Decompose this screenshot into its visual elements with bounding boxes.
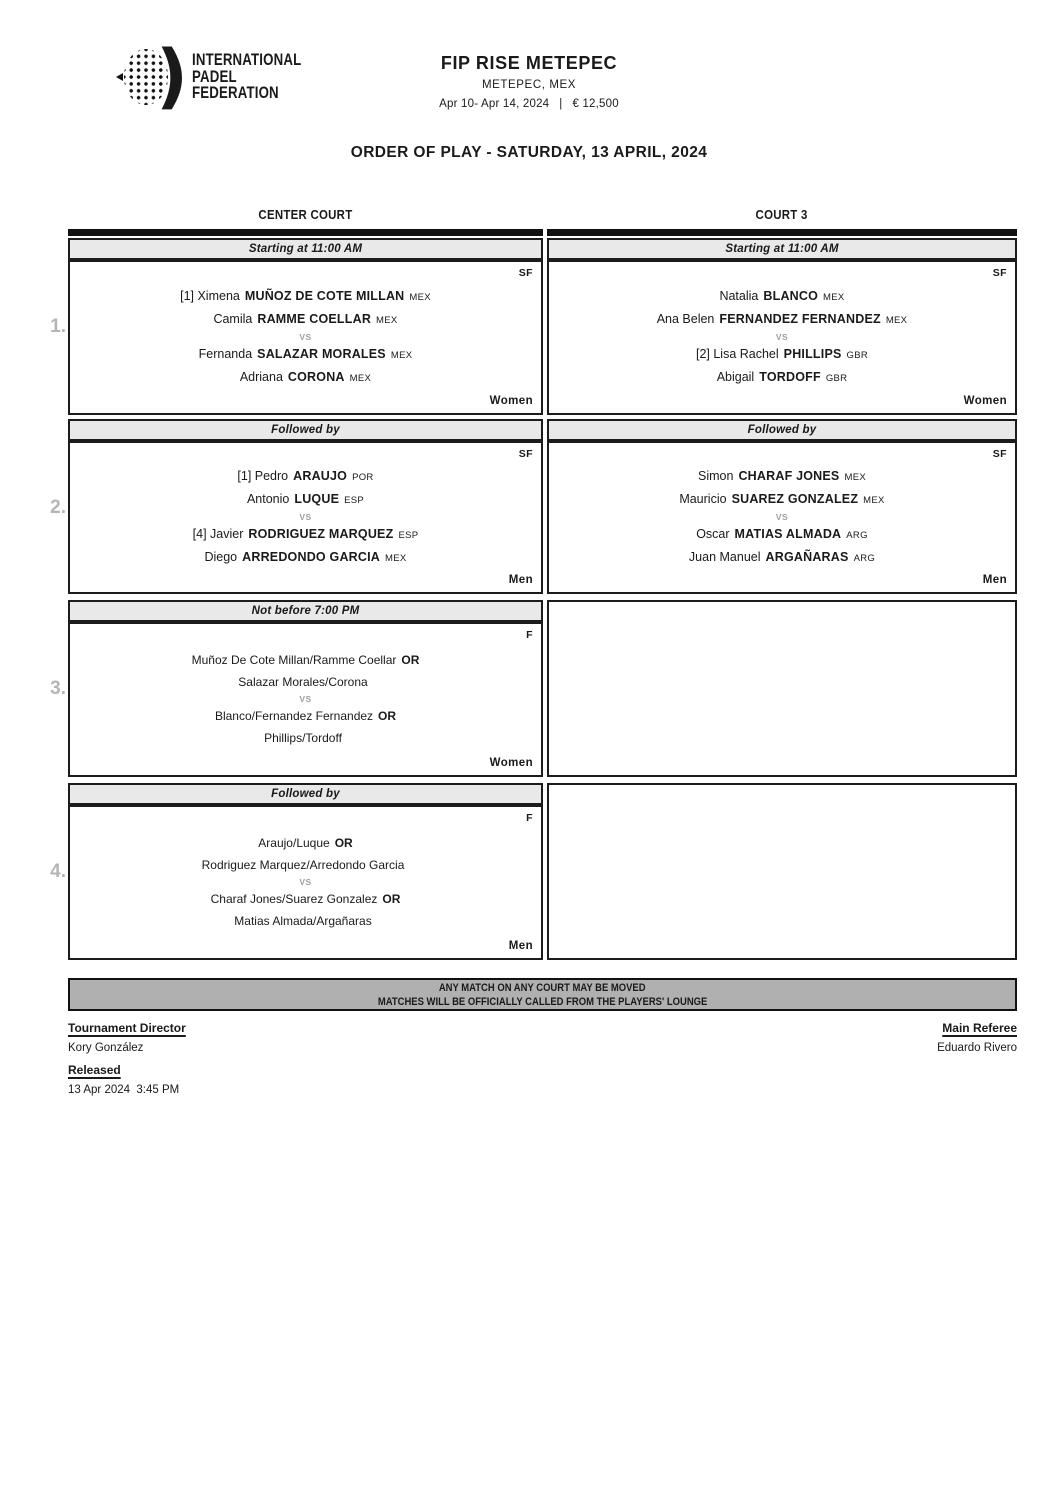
team-names: Rodriguez Marquez/Arredondo Garcia	[201, 857, 405, 872]
player-country: MEX	[376, 314, 398, 326]
player-givenname: Antonio	[246, 491, 290, 506]
row-marker: 3.	[50, 678, 66, 699]
player-givenname: [1] Pedro	[237, 469, 289, 483]
team-names: Araujo/Luque	[258, 836, 330, 850]
player-country: MEX	[390, 350, 413, 361]
round-label: F	[526, 629, 533, 641]
player-givenname: Mauricio	[679, 491, 727, 506]
player-line	[679, 489, 884, 512]
team-names: Phillips/Tordoff	[264, 730, 342, 745]
player-country: ARG	[853, 552, 876, 564]
category-label: Women	[489, 395, 533, 407]
player-country: MEX	[823, 292, 845, 303]
player-surname: CHARAF JONES	[738, 469, 840, 483]
vs-label: VS	[299, 512, 312, 522]
column-top-bar	[547, 229, 1017, 236]
tournament-director-label: Tournament Director	[68, 1021, 186, 1035]
match-cell	[547, 441, 1017, 594]
player-surname: SALAZAR MORALES	[257, 347, 386, 361]
player-line	[657, 309, 908, 332]
main-referee-label: Main Referee	[942, 1021, 1017, 1035]
schedule-band: Not before 7:00 PM	[68, 600, 543, 622]
team-line	[211, 889, 401, 911]
schedule-band: Followed by	[68, 783, 543, 805]
player-country: ARG	[846, 530, 868, 541]
player-line	[717, 367, 848, 390]
team-line	[238, 672, 372, 694]
player-country: MEX	[409, 292, 431, 303]
player-givenname: Diego	[204, 549, 238, 564]
or-label: OR	[401, 653, 420, 667]
category-label: Men	[508, 940, 533, 952]
court-3-column	[547, 229, 1017, 960]
player-givenname: [2] Lisa Rachel	[695, 347, 779, 361]
empty-match-cell	[547, 600, 1017, 777]
player-givenname: Camila	[213, 311, 253, 326]
player-surname: FERNANDEZ FERNANDEZ	[719, 311, 881, 326]
match-cell	[68, 260, 543, 415]
vs-label: VS	[299, 694, 312, 704]
player-givenname: Fernanda	[198, 347, 253, 361]
player-surname: PHILLIPS	[783, 347, 842, 361]
player-surname: TORDOFF	[759, 369, 821, 384]
logo-line: INTERNATIONAL	[192, 50, 302, 70]
empty-match-cell	[547, 783, 1017, 960]
or-label: OR	[334, 836, 353, 850]
category-label: Men	[508, 574, 533, 586]
player-line	[213, 309, 397, 332]
player-line	[193, 524, 419, 547]
player-surname: CORONA	[287, 369, 345, 384]
footer-left	[68, 1021, 186, 1105]
player-givenname: [1] Ximena	[180, 289, 240, 303]
team-names: Charaf Jones/Suarez Gonzalez	[210, 892, 378, 906]
round-label: SF	[992, 267, 1007, 279]
team-names: Blanco/Fernandez Fernandez	[214, 709, 374, 723]
player-surname: SUAREZ GONZALEZ	[731, 491, 859, 506]
player-country: MEX	[844, 472, 866, 483]
player-country: MEX	[863, 494, 885, 506]
separator: |	[559, 98, 563, 110]
or-label: OR	[378, 709, 397, 723]
player-country: POR	[352, 472, 374, 483]
player-givenname: Simon	[698, 469, 734, 483]
schedule-band: Followed by	[68, 419, 543, 441]
player-line	[696, 344, 868, 367]
team-line	[258, 833, 352, 855]
schedule-band: Followed by	[547, 419, 1017, 441]
column-top-bar	[68, 229, 543, 236]
match-cell	[68, 805, 543, 960]
vs-label: VS	[775, 332, 789, 342]
page-title: ORDER OF PLAY - SATURDAY, 13 APRIL, 2024	[350, 144, 708, 161]
vs-label: VS	[299, 877, 312, 887]
center-court-column	[68, 229, 543, 960]
player-surname: MUÑOZ DE COTE MILLAN	[244, 289, 405, 303]
logo-line: FEDERATION	[192, 83, 279, 103]
player-line	[247, 489, 364, 512]
player-givenname: Oscar	[696, 527, 730, 541]
player-givenname: Natalia	[719, 289, 759, 303]
player-surname: RODRIGUEZ MARQUEZ	[248, 527, 394, 541]
released-timestamp: 13 Apr 2024 3:45 PM	[68, 1084, 180, 1096]
logo-line: PADEL	[192, 66, 237, 86]
category-label: Women	[489, 757, 533, 769]
player-surname: ARREDONDO GARCIA	[242, 549, 381, 564]
player-givenname: Abigail	[716, 369, 755, 384]
player-line	[698, 466, 866, 489]
row-marker: 1.	[50, 316, 66, 337]
player-country: GBR	[825, 372, 848, 384]
tournament-header	[0, 50, 1058, 110]
team-line	[192, 650, 420, 672]
schedule-band: Starting at 11:00 AM	[68, 238, 543, 260]
player-line	[719, 286, 844, 309]
vs-label: VS	[775, 512, 789, 522]
category-label: Men	[982, 574, 1007, 586]
tournament-title: FIP RISE METEPEC	[440, 53, 618, 73]
team-line	[215, 706, 396, 728]
player-line	[204, 547, 406, 570]
team-names: Matias Almada/Argañaras	[234, 913, 372, 928]
player-line	[689, 547, 875, 570]
player-surname: ARAUJO	[293, 469, 348, 483]
notice-line: ANY MATCH ON ANY COURT MAY BE MOVED	[439, 981, 646, 994]
player-line	[199, 344, 413, 367]
notice-line: MATCHES WILL BE OFFICIALLY CALLED FROM THE PLAYERS' LOUNGE	[377, 995, 708, 1008]
player-givenname: Adriana	[239, 369, 283, 384]
player-surname: MATIAS ALMADA	[734, 527, 842, 541]
row-marker: 4.	[50, 861, 66, 882]
row-marker: 2.	[50, 497, 66, 518]
footer	[68, 1021, 1017, 1105]
or-label: OR	[382, 892, 401, 906]
player-surname: RAMME COELLAR	[257, 311, 372, 326]
vs-label: VS	[299, 332, 312, 342]
tournament-location: METEPEC, MEX	[481, 79, 577, 91]
match-cell	[547, 260, 1017, 415]
player-country: MEX	[349, 372, 372, 384]
round-label: F	[526, 812, 533, 824]
notice-banner	[68, 978, 1017, 1011]
round-label: SF	[992, 448, 1007, 460]
team-names: Muñoz De Cote Millan/Ramme Coellar	[191, 653, 397, 667]
team-line	[234, 911, 376, 933]
player-country: ESP	[344, 494, 365, 506]
team-line	[202, 855, 410, 877]
player-line	[240, 367, 371, 390]
player-line	[696, 524, 868, 547]
court-heading-court-3: COURT 3	[755, 207, 809, 222]
team-names: Salazar Morales/Corona	[238, 674, 368, 689]
tournament-dates-prize	[0, 98, 1058, 110]
round-label: SF	[518, 267, 533, 279]
main-referee-name: Eduardo Rivero	[937, 1042, 1017, 1054]
player-country: MEX	[885, 314, 908, 326]
player-givenname: Ana Belen	[656, 311, 715, 326]
tournament-prize: € 12,500	[572, 98, 619, 110]
category-label: Women	[963, 395, 1007, 407]
player-givenname: Juan Manuel	[688, 549, 761, 564]
player-country: ESP	[398, 530, 419, 541]
player-country: GBR	[846, 350, 869, 361]
player-country: MEX	[385, 552, 407, 564]
match-cell	[68, 622, 543, 777]
player-line	[237, 466, 373, 489]
released-label: Released	[68, 1063, 121, 1077]
player-surname: BLANCO	[763, 289, 819, 303]
player-givenname: [4] Javier	[192, 527, 244, 541]
schedule-band: Starting at 11:00 AM	[547, 238, 1017, 260]
court-heading-center-court: CENTER COURT	[258, 207, 353, 222]
tournament-dates: Apr 10- Apr 14, 2024	[439, 98, 550, 110]
team-line	[264, 728, 347, 750]
footer-right	[937, 1021, 1017, 1105]
player-surname: LUQUE	[294, 491, 340, 506]
tournament-director-name: Kory González	[68, 1042, 144, 1054]
player-surname: ARGAÑARAS	[765, 549, 849, 564]
player-line	[180, 286, 431, 309]
match-cell	[68, 441, 543, 594]
round-label: SF	[518, 448, 533, 460]
